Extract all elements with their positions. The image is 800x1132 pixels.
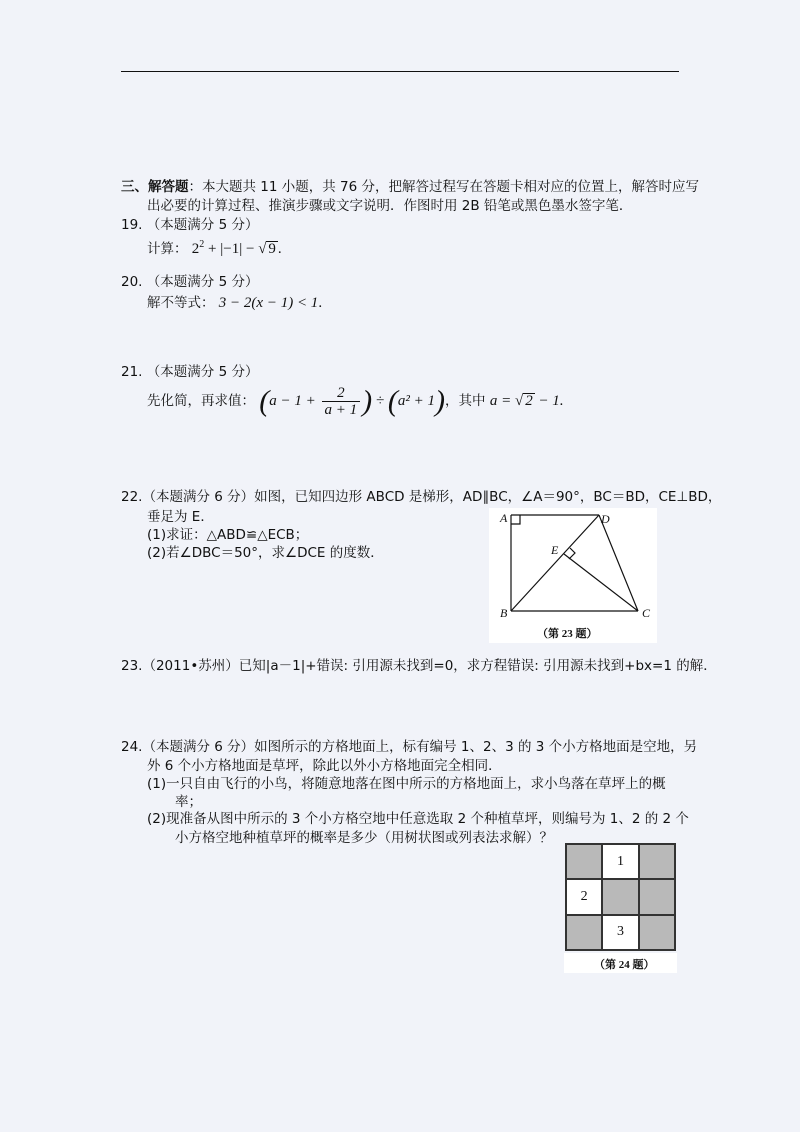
q21-end: . — [559, 393, 564, 409]
header-rule — [121, 71, 679, 72]
q21-frac-den: a + 1 — [324, 402, 358, 419]
q21-header — [121, 363, 258, 381]
q22-line1: 22.（本题满分 6 分）如图，已知四边形 ABCD 是梯形，AD∥BC，∠A＝90°，BC＝BD，CE⊥BD， — [121, 489, 722, 505]
grid-cell-empty-3: 3 — [602, 915, 638, 950]
q21-value: a = √ 2 − 1. — [489, 393, 564, 409]
q24-line1: 24.（本题满分 6 分）如图所示的方格地面上，标有编号 1、2、3 的 3 个小方格地面是空地，另 — [121, 739, 698, 755]
q21-where: ，其中 — [445, 393, 490, 409]
q20-expression: 3 − 2(x − 1) < 1 — [218, 295, 319, 311]
section-intro-line1: ：本大题共 11 小题，共 76 分，把解答过程写在答题卡相对应的位置上，解答时应写 — [188, 179, 700, 195]
q21-number: 21. — [121, 364, 143, 380]
q22-part2: (2)若∠DBC＝50°，求∠DCE 的度数． — [147, 545, 384, 561]
q19-base: 2 — [191, 241, 200, 257]
q22-line2: 垂足为 E． — [147, 509, 214, 525]
q19-radicand: 9 — [268, 241, 276, 257]
q19-expression: $2^2 + |-1|$ − √ 9 . — [191, 239, 282, 257]
q19-mid: + |−1| − — [204, 241, 259, 257]
grid-cell-grass — [639, 844, 675, 879]
q21-left: a − 1 + — [269, 393, 320, 409]
q24-figure-caption: （第 24 题） — [594, 959, 655, 971]
q24-part2-b: 小方格空地种植草坪的概率是多少（用树状图或列表法求解）？ — [175, 830, 553, 846]
grid-cell-grass — [566, 915, 602, 950]
grid-cell-grass — [566, 844, 602, 879]
q24-part1-a: (1)一只自由飞行的小鸟，将随意地落在图中所示的方格地面上，求小鸟落在草坪上的概 — [147, 776, 666, 792]
grid-cell-empty-1: 1 — [602, 844, 638, 879]
q19-header — [121, 216, 258, 234]
q21-value-radicand: 2 — [525, 393, 533, 409]
q24-part1-b: 率； — [175, 794, 202, 810]
q22-part1: (1)求证：△ABD≌△ECB； — [147, 527, 309, 543]
q21-right: a² + 1 — [397, 393, 436, 409]
q24-part2-a: (2)现准备从图中所示的 3 个小方格空地中任意选取 2 个种植草坪，则编号为 1、2 的 2 个 — [147, 811, 689, 827]
grid-cell-grass — [639, 915, 675, 950]
q20-score: （本题满分 5 分） — [146, 274, 259, 290]
q21-frac-num: 2 — [322, 385, 361, 402]
section-intro-line2: 出必要的计算过程、推演步骤或文字说明．作图时用 2B 铅笔或黑色墨水签字笔． — [147, 198, 633, 214]
q19-end: . — [277, 241, 282, 257]
label-B: B — [500, 606, 508, 620]
label-A: A — [500, 511, 508, 525]
grid-cell-empty-2: 2 — [566, 879, 602, 914]
q21-score: （本题满分 5 分） — [146, 364, 259, 380]
label-C: C — [642, 606, 651, 620]
q19-body — [147, 236, 282, 258]
q20-prompt: 解不等式： — [147, 295, 215, 311]
q20-header — [121, 273, 258, 291]
section-heading: 三、解答题 — [121, 179, 189, 195]
q21-value-lhs: a = — [489, 393, 515, 409]
q21-value-rest: − 1 — [534, 393, 560, 409]
q24-grid — [565, 843, 676, 951]
label-E: E — [551, 543, 559, 557]
grid-cell-grass — [639, 879, 675, 914]
grid-cell-grass — [602, 879, 638, 914]
q24-line2: 外 6 个小方格地面是草坪，除此以外小方格地面完全相同． — [147, 758, 502, 774]
q20-end: . — [318, 295, 323, 311]
q23-text: 23.（2011•苏州）已知|a－1|+错误: 引用源未找到=0，求方程错误: 引用源未找到+bx=1 的解． — [121, 658, 717, 674]
q19-number: 19. — [121, 217, 143, 233]
q19-exponent: 2 — [199, 239, 205, 250]
label-D: D — [601, 512, 610, 526]
trapezoid-diagram — [489, 508, 657, 643]
q20-body — [147, 294, 322, 312]
q21-divide: ÷ — [372, 393, 388, 409]
q21-prompt: 先化简，再求值： — [147, 393, 255, 409]
q24-caption-box — [564, 953, 677, 973]
q21-body — [147, 383, 564, 419]
q19-prompt: 计算： — [147, 241, 188, 257]
q20-number: 20. — [121, 274, 143, 290]
q19-score: （本题满分 5 分） — [146, 217, 259, 233]
section-intro — [121, 178, 699, 196]
q22-figure-caption: （第 23 题） — [537, 628, 598, 640]
q21-expression: (a − 1 + $\frac{2}{a + 1}$ ) ÷ (a² + 1) — [259, 384, 446, 419]
q22-figure — [489, 508, 657, 643]
